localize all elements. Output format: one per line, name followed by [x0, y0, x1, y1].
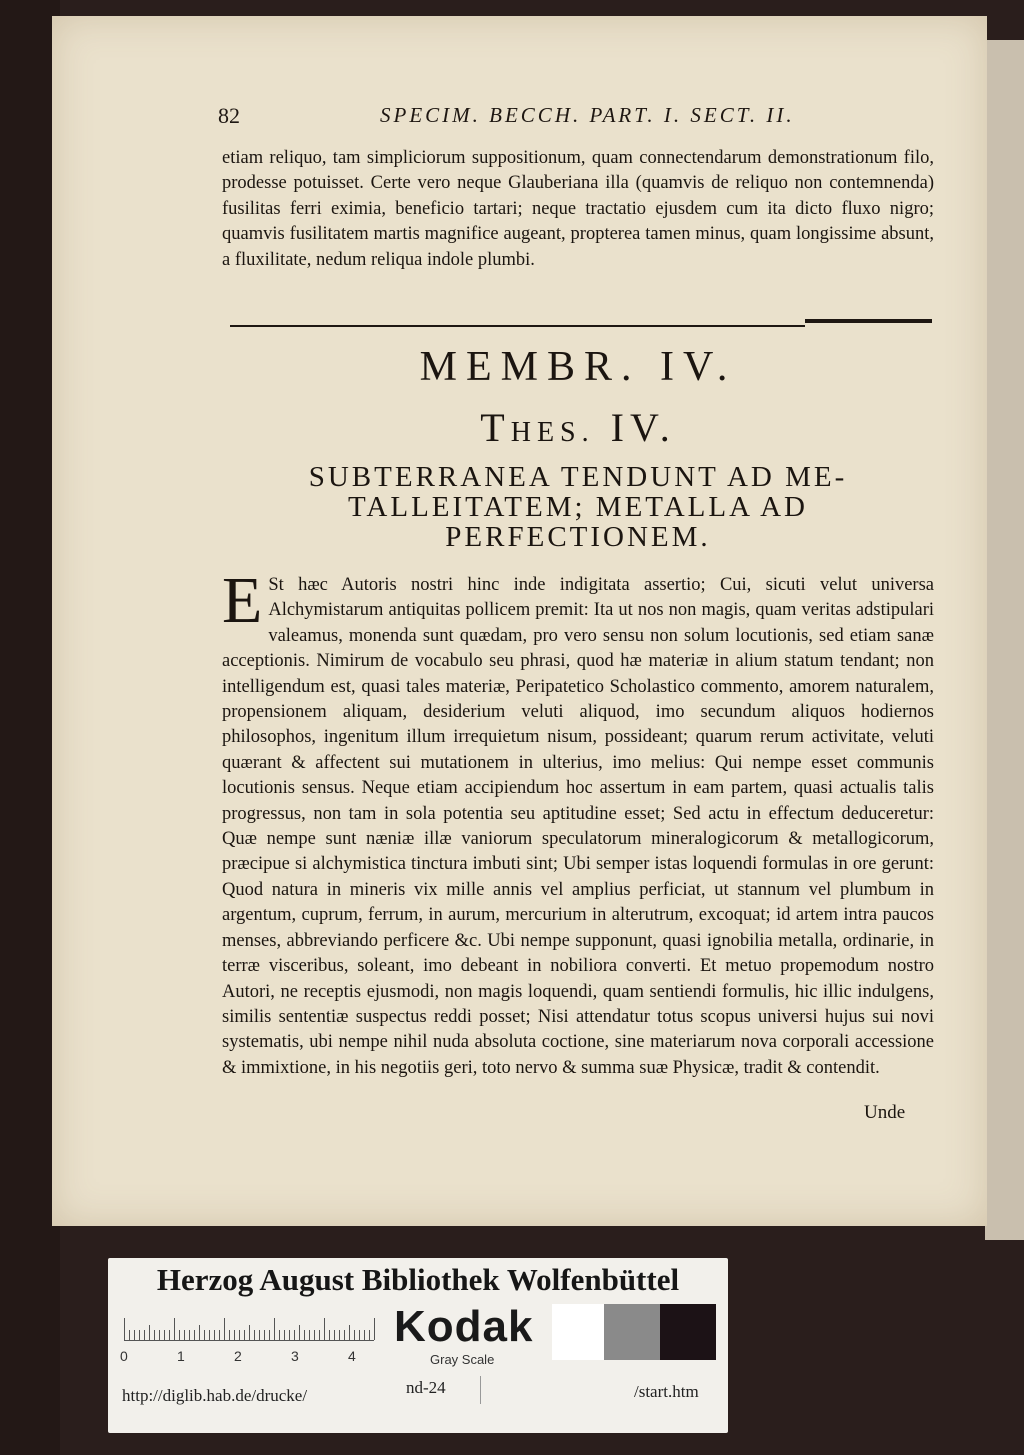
ruler-tick — [139, 1330, 140, 1340]
ruler-tick — [209, 1330, 210, 1340]
ruler-tick — [174, 1318, 175, 1340]
ruler-tick — [134, 1330, 135, 1340]
thesis-title-line: TALLEITATEM; METALLA AD — [348, 491, 808, 523]
ruler-tick — [159, 1330, 160, 1340]
thesis-title — [222, 462, 934, 552]
main-paragraph-text: St hæc Autoris nostri hinc inde indigitata assertio; Cui, sicuti velut universa Alchymistarum antiquitas pollicem premit: Ita ut nos non magis, quam veritas adstipulari valeamus, monenda sunt quædam, pro vero sensu non solum locutionis, sed etiam sanæ acceptionis. Nimirum de vocabulo seu phrasi, quod hæ materiæ in alium statum tendant; non intelligendum est, quasi tales materiæ, Peripatetico Scholastico commento, amorem naturalem, propensionem aliquam, desiderium veluti aliquod, imo secundum aliquos hodiernos philosophos, ingenitum illum irrequietum nisum, possideant; quarum rerum activitate, veluti quærant & affectent sui mutationem in ulterius, imo melius: Qui nempe esset communis locutionis sensus. Neque etiam accipiendum hoc assertum in eam partem, quasi actualis talis progressus, non tam in sola potentia seu aptitudine esset; Sed actu in effectum deduceretur: Quæ nempe sunt næniæ illæ vaniorum speculatorum mineralogicorum & metallogicorum, præcipue si alchymistica tinctura imbuti sint; Ubi semper istas loquendi formulas in ore gerunt: Quod natura in mineris vix mille annis vel amplius perficiat, ut stannum vel plumbum in argentum, cuprum, ferrum, in aurum, mercurium in alterutrum, excoquat; id artem intra paucos menses, abbreviando perficere &c. Ubi nempe supponunt, quasi ignobilia metalla, ordinarie, in terræ visceribus, soleant, imo debeant in nobiliora converti. Et metuo propemodum nostro Autori, ne receptis ejusmodi, non magis loquendi, quam sentiendi formulis, hic illic indulgens, similis sententiæ suspectus reddi posset; Nisi attendatur totus scopus universi hujus sui novi systematis, ubi nempe nihil nuda absoluta coctione, sine materiarum nova corporali accessione & immixtione, in his negotiis geri, toto nervo & summa suæ Physicæ, tradit & contendit. — [222, 575, 934, 1078]
ruler-tick — [129, 1330, 130, 1340]
main-paragraph — [222, 564, 934, 1081]
ruler-tick — [289, 1330, 290, 1340]
thesis-smallcaps: HES. — [510, 417, 595, 448]
ruler-tick — [234, 1330, 235, 1340]
ruler-tick — [339, 1330, 340, 1340]
ruler-number: 3 — [291, 1348, 299, 1364]
ruler-tick — [364, 1330, 365, 1340]
ruler-tick — [319, 1330, 320, 1340]
ruler-tick — [344, 1330, 345, 1340]
ruler-tick — [169, 1330, 170, 1340]
running-head-title: SPECIM. BECCH. PART. I. SECT. II. — [380, 103, 795, 127]
ruler-tick — [214, 1330, 215, 1340]
ruler-tick — [304, 1330, 305, 1340]
ruler-tick — [219, 1330, 220, 1340]
ruler-tick — [149, 1325, 150, 1340]
ruler-tick — [229, 1330, 230, 1340]
ruler-tick — [359, 1330, 360, 1340]
ruler-tick — [189, 1330, 190, 1340]
ruler — [124, 1314, 374, 1341]
ruler-tick — [329, 1330, 330, 1340]
ruler-tick — [369, 1330, 370, 1340]
thesis-initial: T — [480, 405, 511, 450]
ruler-number: 2 — [234, 1348, 242, 1364]
catchword: Unde — [864, 1102, 906, 1123]
gray-swatch-white — [552, 1304, 604, 1360]
ruler-tick — [279, 1330, 280, 1340]
section-rule — [230, 325, 805, 327]
scan-background-left — [0, 0, 60, 1455]
thesis-number: IV. — [610, 405, 676, 450]
ruler-tick — [124, 1318, 125, 1340]
ruler-tick — [259, 1330, 260, 1340]
ruler-tick — [254, 1330, 255, 1340]
ruler-tick — [334, 1330, 335, 1340]
ruler-tick — [194, 1330, 195, 1340]
thesis-title-line: PERFECTIONEM. — [445, 521, 711, 553]
ruler-tick — [164, 1330, 165, 1340]
thesis-title-line: SUBTERRANEA TENDUNT AD ME- — [308, 461, 848, 493]
ruler-tick — [309, 1330, 310, 1340]
kodak-logo: Kodak — [394, 1302, 534, 1351]
card-code: nd-24 — [406, 1378, 446, 1397]
ruler-tick — [324, 1318, 325, 1340]
ruler-tick — [154, 1330, 155, 1340]
ruler-tick — [264, 1330, 265, 1340]
ruler-tick — [179, 1330, 180, 1340]
card-url-right: /start.htm — [634, 1382, 699, 1401]
gray-swatch-mid — [604, 1304, 660, 1360]
ruler-tick — [144, 1330, 145, 1340]
ruler-tick — [354, 1330, 355, 1340]
ruler-tick — [314, 1330, 315, 1340]
thesis-heading — [222, 404, 934, 451]
ruler-tick — [239, 1330, 240, 1340]
ruler-number: 0 — [120, 1348, 128, 1364]
page-edge-right — [985, 40, 1024, 1240]
running-head — [218, 103, 808, 137]
ruler-tick — [294, 1330, 295, 1340]
library-name: Herzog August Bibliothek Wolfenbüttel — [156, 1262, 680, 1297]
ruler-tick — [274, 1318, 275, 1340]
top-paragraph: etiam reliquo, tam simpliciorum suppositionum, quam connectendarum demonstrationum filo, prodesse potuisset. Certe vero neque Glauberiana illa (quamvis de reliquo non contemnenda) fusilitas ferri eximia, beneficio tartari; neque tractatio ejusdem cum ita dicto fluxo nigro; quamvis fusilitatem martis magnifice augeant, propterea tamen minus, quam longissime absunt, a fluxilitate, nedum reliqua indole plumbi. — [222, 148, 934, 270]
ruler-tick — [199, 1325, 200, 1340]
color-calibration-card — [108, 1258, 728, 1433]
ruler-tick — [374, 1318, 375, 1340]
ruler-number: 4 — [348, 1348, 356, 1364]
ruler-tick — [184, 1330, 185, 1340]
ruler-tick — [224, 1318, 225, 1340]
member-heading: MEMBR. IV. — [419, 344, 737, 390]
ruler-tick — [249, 1325, 250, 1340]
ruler-tick — [244, 1330, 245, 1340]
ruler-tick — [349, 1325, 350, 1340]
card-divider — [480, 1376, 481, 1404]
ruler-number: 1 — [177, 1348, 185, 1364]
ruler-tick — [204, 1330, 205, 1340]
page-number: 82 — [218, 103, 240, 128]
ruler-tick — [299, 1325, 300, 1340]
gray-swatch-black — [660, 1304, 716, 1360]
gray-scale-label: Gray Scale — [430, 1352, 495, 1367]
ruler-tick — [269, 1330, 270, 1340]
card-url-left: http://diglib.hab.de/drucke/ — [122, 1386, 308, 1405]
drop-cap: E — [222, 564, 263, 637]
ruler-tick — [284, 1330, 285, 1340]
ruler-numbers — [120, 1348, 380, 1366]
section-rule-thick — [805, 319, 932, 323]
